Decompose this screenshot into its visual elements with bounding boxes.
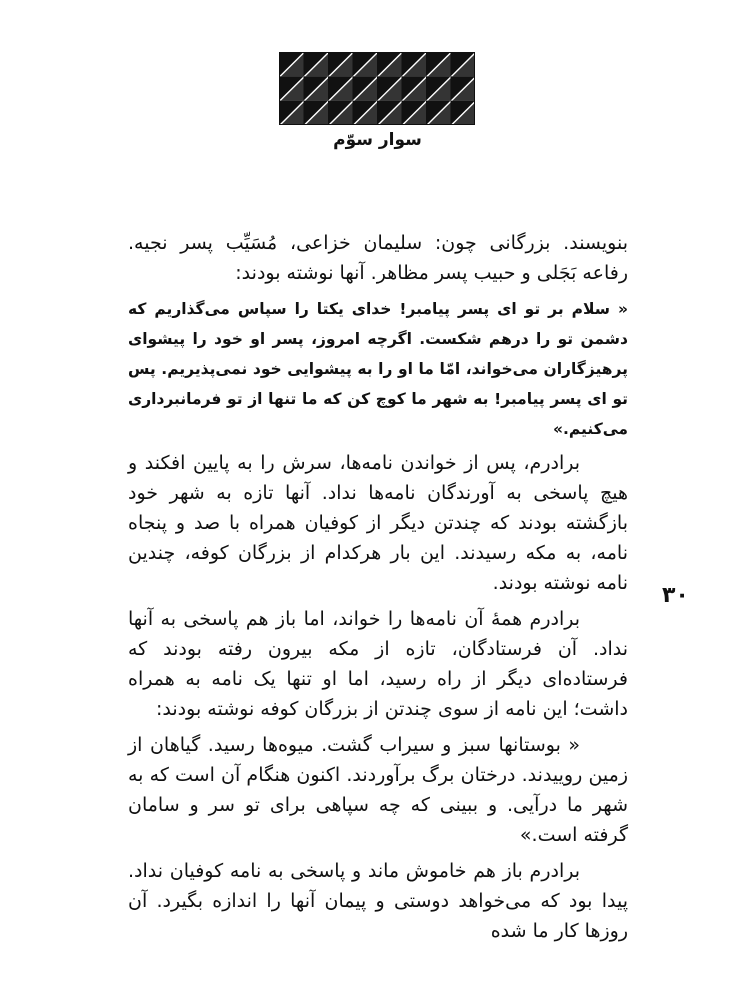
paragraph: برادرم، پس از خواندن نامه‌ها، سرش را به پایین افکند و هیچ پاسخی به آورندگان نامه‌ها نداد. آنها تازه به شهر خود بازگشته بودند که چندتن دیگر از کوفیان همراه با صد و پنجاه نامه، به مکه رسیدند. این بار هرکدام از بزرگان کوفه، چندین نامه نوشته بودند. <box>128 452 628 594</box>
body-text <box>128 228 628 946</box>
triangle-ornament <box>279 52 475 125</box>
paragraph: برادرم همهٔ آن نامه‌ها را خواند، اما باز هم پاسخی به آنها نداد. آن فرستادگان، تازه از مکه بیرون رفته بودند که فرستاده‌ای دیگر از راه رسید، اما او تنها یک نامه به همراه داشت؛ این نامه از سوی چندتن از بزرگان کوفه نوشته بودند: <box>128 608 628 720</box>
chapter-title: سوار سوّم <box>333 130 422 150</box>
quote-paragraph: « سلام بر تو ای پسر پیامبر! خدای یکتا را سپاس می‌گذاریم که دشمن تو را درهم شکست. اگرچه امروز، پسر او خود را پیشوای پرهیزگاران می‌خواند، امّا ما او را به پیشوایی خود نمی‌پذیریم. پس تو ای پسر پیامبر! به شهر ما کوچ کن که ما تنها از تو فرمانبرداری می‌کنیم.» <box>128 300 628 438</box>
quote-paragraph: « بوستانها سبز و سیراب گشت. میوه‌ها رسید. گیاهان از زمین روییدند. درختان برگ برآوردند. اکنون هنگام آن است که به شهر ما درآیی. و ببینی که چه سپاهی برای تو سر و سامان گرفته است.» <box>128 734 628 846</box>
page-number: ۳۰ <box>662 583 689 608</box>
paragraph: برادرم باز هم خاموش ماند و پاسخی به نامه کوفیان نداد. پیدا بود که می‌خواهد دوستی و پیمان آنها را اندازه بگیرد. آن روزها کار ما شده <box>128 860 628 942</box>
paragraph: بنویسند. بزرگانی چون: سلیمان خزاعی، مُسَیِّب پسر نجیه. رفاعه بَجَلی و حبیب پسر مظاهر. آنها نوشته بودند: <box>128 232 628 284</box>
